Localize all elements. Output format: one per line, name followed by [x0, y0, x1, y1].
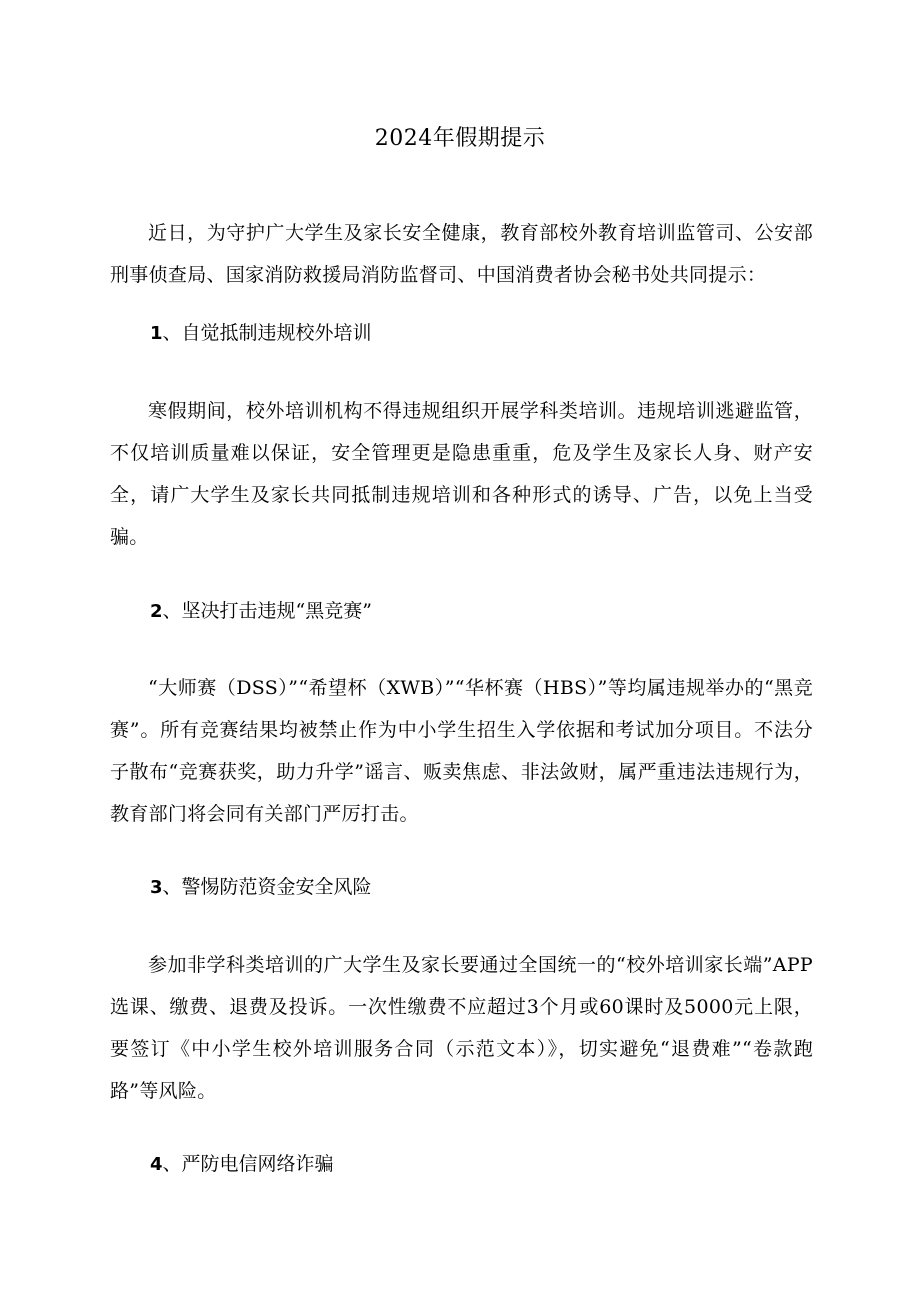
- section-3-heading: [150, 866, 810, 909]
- intro-paragraph: 近日，为守护广大学生及家长安全健康，教育部校外教育培训监管司、公安部刑事侦查局、国家消防救援局消防监督司、中国消费者协会秘书处共同提示：: [110, 222, 813, 286]
- section-2-heading-text: 、坚决打击违规“黑竞赛”: [162, 600, 372, 622]
- section-4-number: 4: [150, 1154, 163, 1175]
- section-2-number: 2: [150, 601, 163, 622]
- section-3-body: 参加非学科类培训的广大学生及家长要通过全国统一的“校外培训家长端”APP选课、缴费、退费及投诉。一次性缴费不应超过3个月或60课时及5000元上限，要签订《中小学生校外培训服务合同（示范文本）》，切实避免“退费难”“卷款跑路”等风险。: [110, 954, 813, 1102]
- section-2-body: “大师赛（DSS）”“希望杯（XWB）”“华杯赛（HBS）”等均属违规举办的“黑竞赛”。所有竞赛结果均被禁止作为中小学生招生入学依据和考试加分项目。不法分子散布“竞赛获奖，助力升学”谣言、贩卖焦虑、非法敛财，属严重违法违规行为，教育部门将会同有关部门严厉打击。: [110, 677, 813, 825]
- section-1-number: 1: [150, 323, 163, 344]
- section-1-body: 寒假期间，校外培训机构不得违规组织开展学科类培训。违规培训逃避监管，不仅培训质量难以保证，安全管理更是隐患重重，危及学生及家长人身、财产安全，请广大学生及家长共同抵制违规培训和各种形式的诱导、广告，以免上当受骗。: [110, 400, 813, 548]
- section-4-heading-text: 、严防电信网络诈骗: [162, 1153, 334, 1175]
- section-1-heading-text: 、自觉抵制违规校外培训: [162, 322, 372, 344]
- section-3-heading-text: 、警惕防范资金安全风险: [162, 876, 372, 898]
- section-2-heading: [150, 590, 810, 633]
- section-3-number: 3: [150, 877, 163, 898]
- section-1-heading: [150, 312, 810, 355]
- section-4-heading: [150, 1143, 810, 1186]
- document-title: 2024年假期提示: [374, 126, 546, 151]
